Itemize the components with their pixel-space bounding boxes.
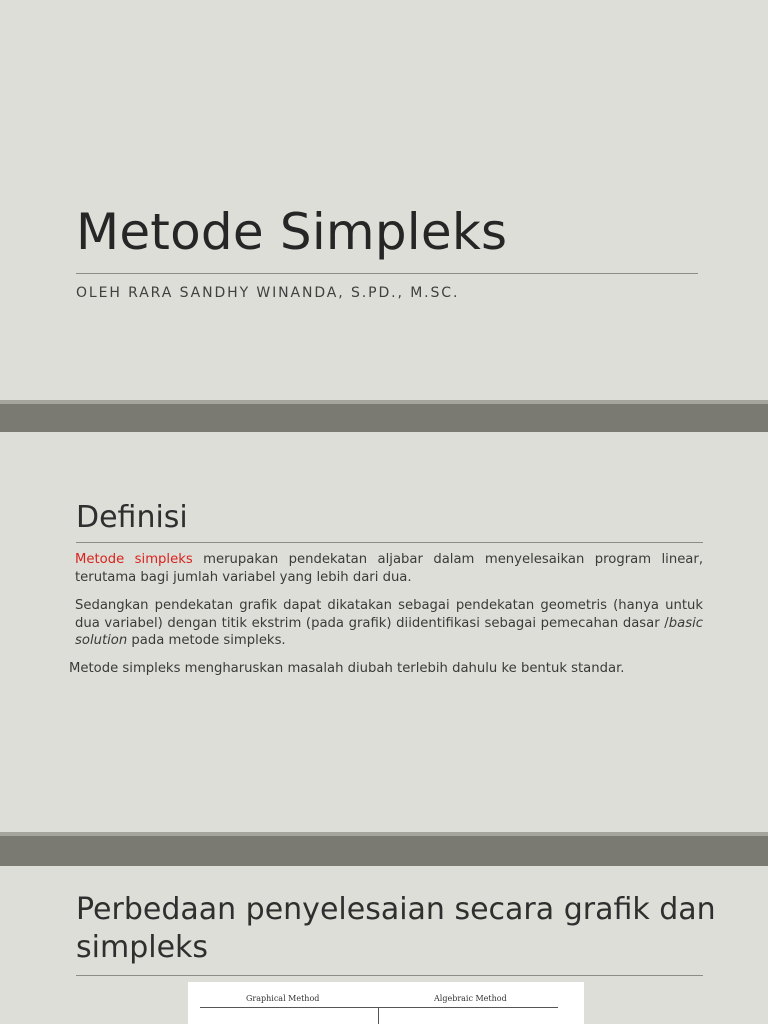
table-header-graphical: Graphical Method <box>246 994 320 1003</box>
table-header-algebraic: Algebraic Method <box>434 994 507 1003</box>
paragraph-text: merupakan pendekatan aljabar dalam menyelesaikan program linear, terutama bagi jumlah variabel yang lebih dari dua. <box>75 552 704 585</box>
paragraph-text: Sedangkan pendekatan grafik dapat dikatakan sebagai pendekatan geometris (hanya untuk dua variabel) dengan titik ekstrim (pada grafik) diidentifikasi sebagai pemecahan dasar / <box>75 598 703 631</box>
title-divider <box>76 273 698 274</box>
comparison-table-image <box>188 982 584 1024</box>
presentation-title: Metode Simpleks <box>76 203 508 261</box>
title-slide <box>0 0 768 400</box>
definition-slide <box>0 432 768 832</box>
paragraph-text: pada metode simpleks. <box>127 633 286 648</box>
presentation-subtitle: OLEH RARA SANDHY WINANDA, S.PD., M.SC. <box>76 285 460 301</box>
definition-paragraph-3: Metode simpleks mengharuskan masalah diubah terlebih dahulu ke bentuk standar. <box>69 661 625 676</box>
definition-paragraph-1 <box>75 551 703 586</box>
slide-separator <box>0 400 768 432</box>
slide-separator <box>0 832 768 866</box>
highlighted-term: Metode simpleks <box>75 552 193 567</box>
heading-divider <box>76 542 703 543</box>
slide-heading: Definisi <box>76 500 188 535</box>
definition-paragraph-2 <box>75 597 703 650</box>
heading-divider <box>76 975 703 976</box>
table-rule <box>200 1007 558 1008</box>
table-divider <box>378 1007 379 1024</box>
slide-heading: Perbedaan penyelesaian secara grafik dan simpleks <box>76 892 716 965</box>
italic-term: basic solution <box>75 615 703 648</box>
